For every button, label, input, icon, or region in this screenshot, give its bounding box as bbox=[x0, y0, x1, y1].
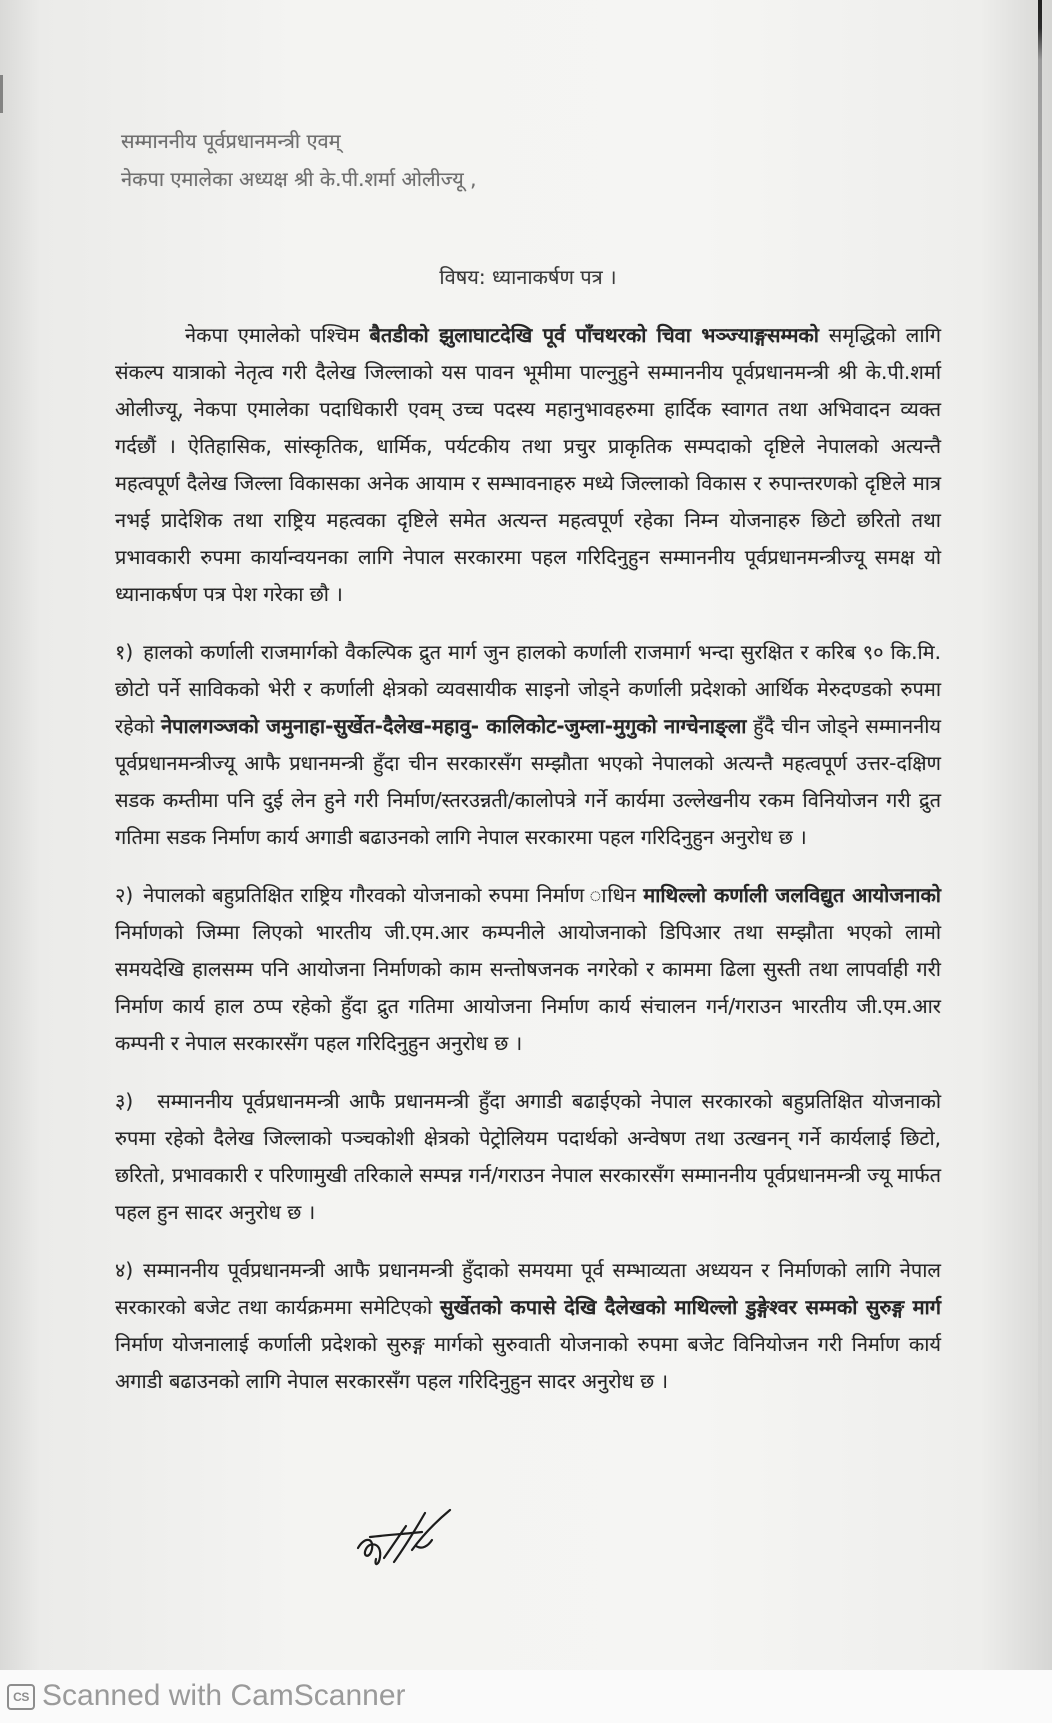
point-text: निर्माण योजनालाई कर्णाली प्रदेशको सुरुङ्ग मार्गको सुरुवाती योजनाको रुपमा बजेट विनियोजन गरी निर्माण कार्य अगाडी बढाउनको लागि नेपाल सरकारसँग पहल गरिदिनुहुन सादर अनुरोध छ । bbox=[115, 1332, 941, 1393]
point-number: १) bbox=[115, 640, 134, 664]
point-text: हुँदै चीन जोड्ने सम्माननीय पूर्वप्रधानमन्त्रीज्यू आफै प्रधानमन्त्री हुँदा चीन सरकारसँग सम्झौता भएको नेपालको अत्यन्तै महत्वपूर्ण उत्तर-दक्षिण सडक कम्तीमा पनि दुई लेन हुने गरी निर्माण/स्तरउन्नती/कालोपत्रे गर्ने कार्यमा उल्लेखनीय रकम विनियोजन गरी द्रुत गतिमा सडक निर्माण कार्य अगाडी बढाउनको लागि नेपाल सरकारमा पहल गरिदिनुहुन अनुरोध छ । bbox=[115, 714, 941, 849]
point-text: सम्माननीय पूर्वप्रधानमन्त्री आफै प्रधानमन्त्री हुँदा अगाडी बढाईएको नेपाल सरकारको बहुप्रतिक्षित योजनाको रुपमा रहेको दैलेख जिल्लाको पञ्चकोशी क्षेत्रको पेट्रोलियम पदार्थको अन्वेषण तथा उत्खनन् गर्ने कार्यलाई छिटो, छरितो, प्रभावकारी र परिणामुखी तरिकाले सम्पन्न गर्न/गराउन नेपाल सरकारसँग सम्माननीय पूर्वप्रधानमन्त्री ज्यू मार्फत पहल हुन सादर अनुरोध छ । bbox=[115, 1089, 941, 1224]
point-bold-text: सुर्खेतको कपासे देखि दैलेखको माथिल्लो डुङ्गेश्वर सम्मको सुरुङ्ग मार्ग bbox=[440, 1295, 941, 1319]
intro-paragraph bbox=[115, 317, 941, 613]
point-text: नेपालको बहुप्रतिक्षित राष्ट्रिय गौरवको योजनाको रुपमा निर्माण ाधिन bbox=[143, 883, 644, 907]
handwritten-signature-icon bbox=[352, 1506, 457, 1574]
letter-body bbox=[115, 0, 941, 1400]
watermark-text: Scanned with CamScanner bbox=[42, 1679, 406, 1712]
point-number: ३) bbox=[115, 1089, 134, 1113]
intro-text: नेकपा एमालेको पश्चिम bbox=[185, 323, 370, 347]
addressee-block bbox=[115, 0, 941, 198]
scan-edge-left bbox=[0, 75, 3, 113]
point-4 bbox=[115, 1252, 941, 1400]
camscanner-watermark bbox=[0, 1670, 1052, 1723]
subject-line: विषय: ध्यानाकर्षण पत्र । bbox=[439, 265, 617, 289]
addressee-line-1: सम्माननीय पूर्वप्रधानमन्त्री एवम् bbox=[121, 129, 341, 153]
camscanner-logo: CS bbox=[7, 1684, 35, 1710]
intro-bold-text: बैतडीको झुलाघाटदेखि पूर्व पाँचथरको चिवा भञ्ज्याङ्गसम्मको bbox=[369, 323, 819, 347]
point-text: सम्माननीय पूर्वप्रधानमन्त्री आफै प्रधानमन्त्री हुँदाको समयमा पूर्व सम्भाव्यता अध्ययन र निर्माणको लागि नेपाल सरकारको बजेट तथा कार्यक्रममा समेटिएको bbox=[115, 1258, 941, 1319]
point-text: निर्माणको जिम्मा लिएको भारतीय जी.एम.आर कम्पनीले आयोजनाको डिपिआर तथा सम्झौता भएको लामो समयदेखि हालसम्म पनि आयोजना निर्माणको काम सन्तोषजनक नगरेको र काममा ढिला सुस्ती तथा लापर्वाही गरी निर्माण कार्य हाल ठप्प रहेको हुँदा द्रुत गतिमा आयोजना निर्माण कार्य संचालन गर्न/गराउन भारतीय जी.एम.आर कम्पनी र नेपाल सरकारसँग पहल गरिदिनुहुन अनुरोध छ । bbox=[115, 920, 941, 1055]
point-bold-text: माथिल्लो कर्णाली जलविद्युत आयोजनाको bbox=[643, 883, 941, 907]
point-1 bbox=[115, 634, 941, 856]
addressee-line-2: नेकपा एमालेका अध्यक्ष श्री के.पी.शर्मा ओलीज्यू , bbox=[121, 167, 477, 191]
point-number: २) bbox=[115, 883, 134, 907]
point-text: हालको कर्णाली राजमार्गको वैकल्पिक द्रुत मार्ग जुन हालको कर्णाली राजमार्ग भन्दा सुरक्षित र करिब ९० कि.मि. छोटो पर्ने साविकको भेरी र कर्णाली क्षेत्रको व्यवसायीक साइनो जोड्ने कर्णाली प्रदेशको आर्थिक मेरुदण्डको रुपमा रहेको bbox=[115, 640, 941, 738]
point-bold-text: नेपालगञ्जको जमुनाहा-सुर्खेत-दैलेख-महावु- कालिकोट-जुम्ला-मुगुको नाग्चेनाङ्ला bbox=[161, 714, 747, 738]
point-2 bbox=[115, 877, 941, 1062]
scan-edge-right bbox=[1038, 0, 1042, 1660]
intro-text: समृद्धिको लागि संकल्प यात्राको नेतृत्व गरी दैलेख जिल्लाको यस पावन भूमीमा पाल्नुहुने सम्माननीय पूर्वप्रधानमन्त्री श्री के.पी.शर्मा ओलीज्यू, नेकपा एमालेका पदाधिकारी एवम् उच्च पदस्य महानुभावहरुमा हार्दिक स्वागत तथा अभिवादन व्यक्त गर्दछौं । ऐतिहासिक, सांस्कृतिक, धार्मिक, पर्यटकीय तथा प्रचुर प्राकृतिक सम्पदाको दृष्टिले नेपालको अत्यन्तै महत्वपूर्ण दैलेख जिल्ला विकासका अनेक आयाम र सम्भावनाहरु मध्ये जिल्लाको विकास र रुपान्तरणको दृष्टिले मात्र नभई प्रादेशिक तथा राष्ट्रिय महत्वका दृष्टिले समेत अत्यन्त महत्वपूर्ण रहेका निम्न योजनाहरु छिटो छरितो तथा प्रभावकारी रुपमा कार्यान्वयनका लागि नेपाल सरकारमा पहल गरिदिनुहुन सम्माननीय पूर्वप्रधानमन्त्रीज्यू समक्ष यो ध्यानाकर्षण पत्र पेश गरेका छौ । bbox=[115, 323, 941, 606]
point-3 bbox=[115, 1083, 941, 1231]
point-number: ४) bbox=[115, 1258, 134, 1282]
